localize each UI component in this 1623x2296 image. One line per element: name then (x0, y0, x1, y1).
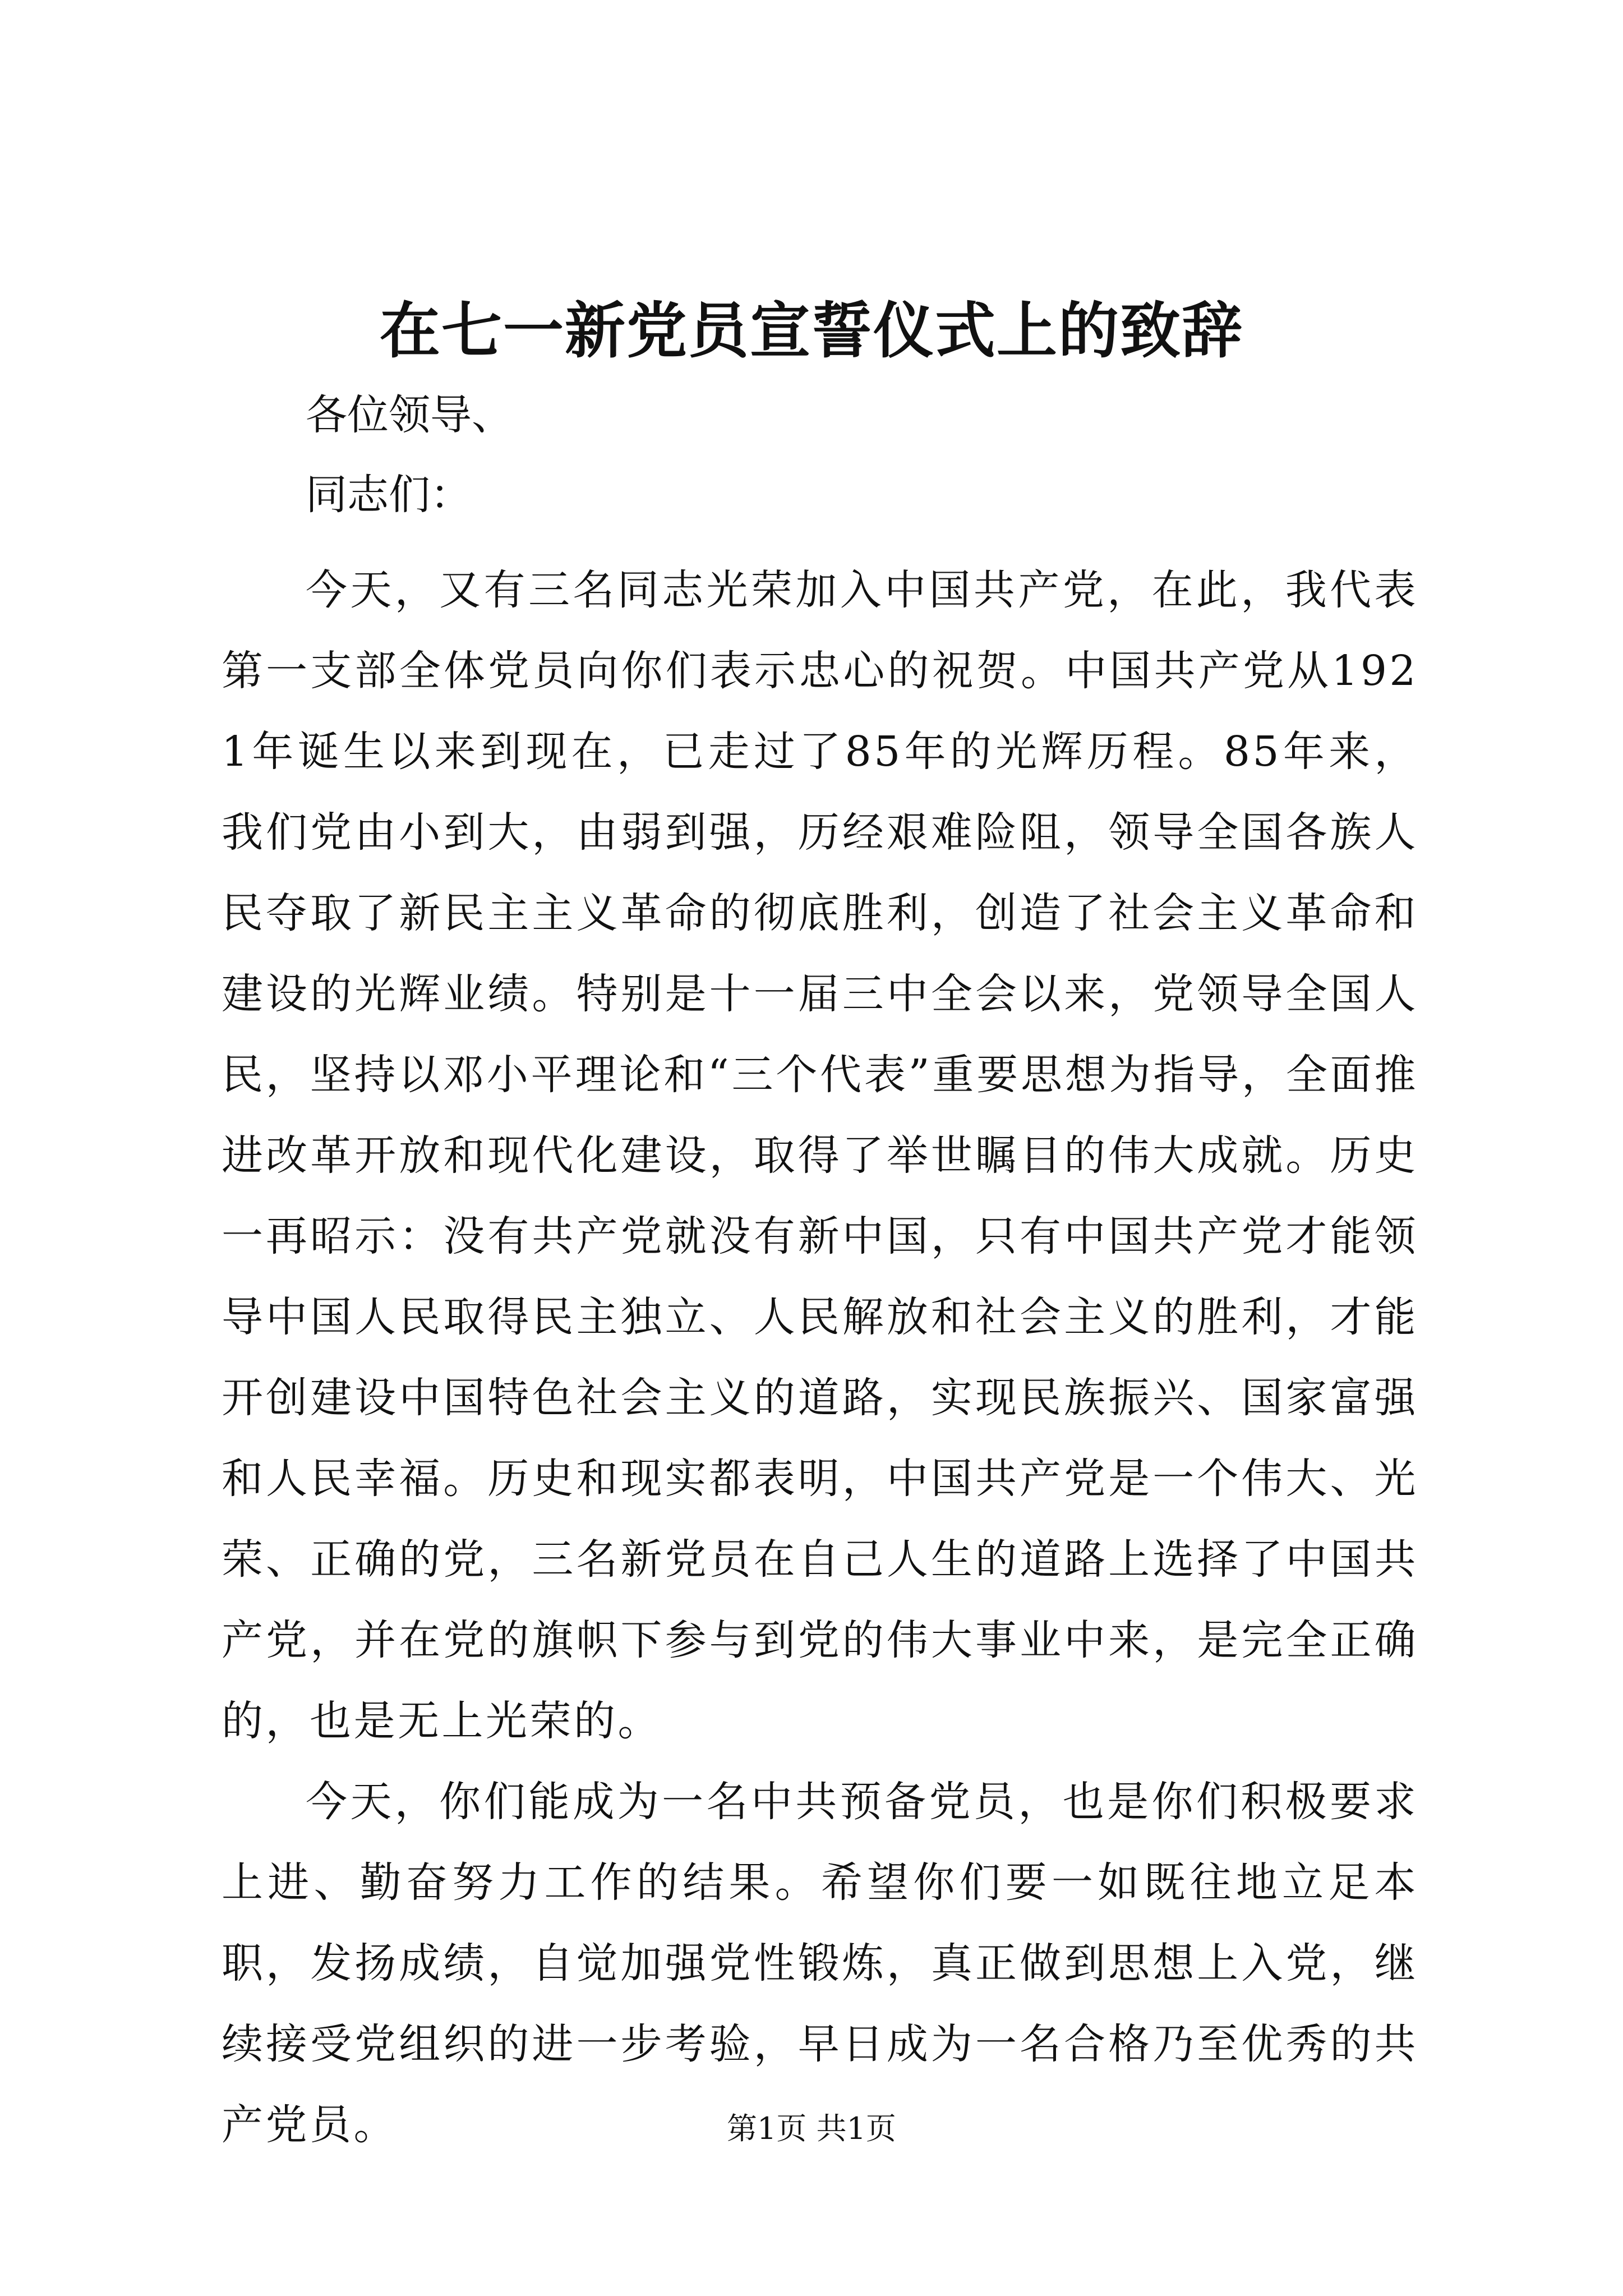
document-title: 在七一新党员宣誓仪式上的致辞 (379, 296, 1243, 366)
page-footer: 第1页 共1页 (727, 2111, 896, 2146)
document-body (222, 550, 1418, 2165)
salutation-leaders: 各位领导、 (306, 391, 513, 439)
paragraph-congratulations: 今天，又有三名同志光荣加入中国共产党，在此，我代表第一支部全体党员向你们表示忠心的祝贺。中国共产党从1921年诞生以来到现在，已走过了85年的光辉历程。85年来，我们党由小到大，由弱到强，历经艰难险阻，领导全国各族人民夺取了新民主主义革命的彻底胜利，创造了社会主义革命和建设的光辉业绩。特别是十一届三中全会以来，党领导全国人民，坚持以邓小平理论和“三个代表”重要思想为指导，全面推进改革开放和现代化建设，取得了举世瞩目的伟大成就。历史一再昭示：没有共产党就没有新中国，只有中国共产党才能领导中国人民取得民主独立、人民解放和社会主义的胜利，才能开创建设中国特色社会主义的道路，实现民族振兴、国家富强和人民幸福。历史和现实都表明，中国共产党是一个伟大、光荣、正确的党，三名新党员在自己人生的道路上选择了中国共产党，并在党的旗帜下参与到党的伟大事业中来，是完全正确的，也是无上光荣的。 (222, 566, 1418, 1745)
salutation-comrades: 同志们： (306, 471, 472, 519)
paragraph-expectations: 今天，你们能成为一名中共预备党员，也是你们积极要求上进、勤奋努力工作的结果。希望你们要一如既往地立足本职，发扬成绩，自觉加强党性锻炼，真正做到思想上入党，继续接受党组织的进一步考验，早日成为一名合格乃至优秀的共产党员。 (222, 1778, 1418, 2149)
